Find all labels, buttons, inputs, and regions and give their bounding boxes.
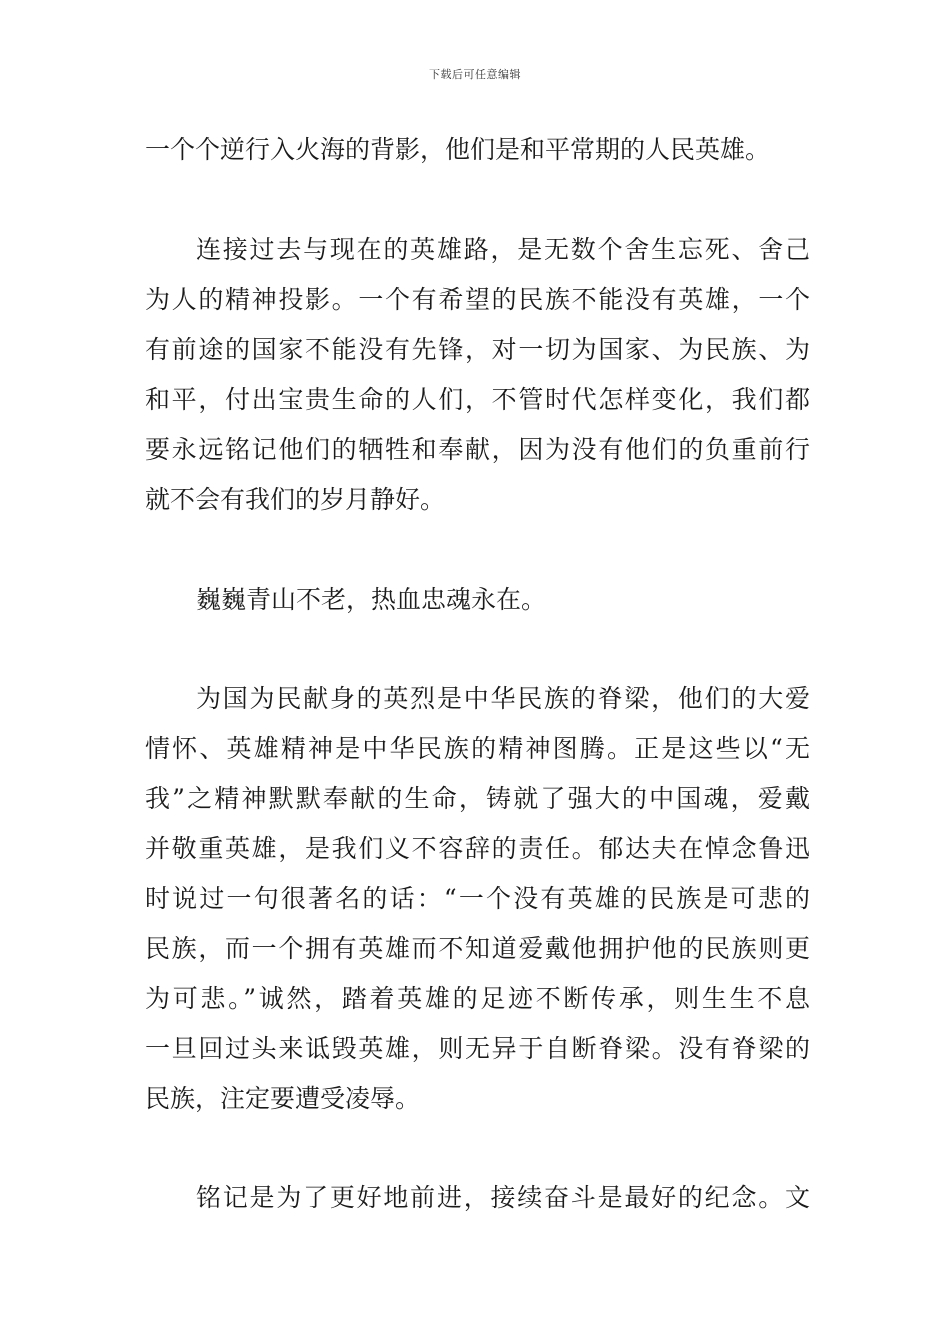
text-line: 为人的精神投影。一个有希望的民族不能没有英雄，一个: [145, 285, 810, 314]
paragraph-first-line: 为国为民献身的英烈是中华民族的脊梁，他们的大爱: [196, 684, 810, 713]
text-line: 要永远铭记他们的牺牲和奉献，因为没有他们的负重前行: [145, 435, 810, 464]
text-line: 情怀、英雄精神是中华民族的精神图腾。正是这些以“无: [145, 734, 810, 763]
text-line: 为可悲。”诚然，踏着英雄的足迹不断传承，则生生不息: [145, 984, 810, 1013]
text-line: 一旦回过头来诋毁英雄，则无异于自断脊梁。没有脊梁的: [145, 1034, 810, 1063]
paragraph-first-line: 巍巍青山不老，热血忠魂永在。: [196, 585, 547, 614]
text-line: 民族，而一个拥有英雄而不知道爱戴他拥护他的民族则更: [145, 934, 810, 963]
text-line: 并敬重英雄，是我们义不容辞的责任。郁达夫在悼念鲁迅: [145, 834, 810, 863]
paragraph-first-line: 连接过去与现在的英雄路，是无数个舍生忘死、舍己: [196, 235, 810, 264]
text-line: 我”之精神默默奉献的生命，铸就了强大的中国魂，爱戴: [145, 784, 810, 813]
text-line: 时说过一句很著名的话：“一个没有英雄的民族是可悲的: [145, 884, 810, 913]
text-line: 有前途的国家不能没有先锋，对一切为国家、为民族、为: [145, 335, 810, 364]
text-line: 一个个逆行入火海的背影，他们是和平常期的人民英雄。: [145, 135, 771, 164]
paragraph-first-line: 铭记是为了更好地前进，接续奋斗是最好的纪念。文: [196, 1183, 810, 1212]
text-line: 和平，付出宝贵生命的人们，不管时代怎样变化，我们都: [145, 385, 810, 414]
text-line: 就不会有我们的岁月静好。: [145, 485, 446, 514]
text-line: 民族，注定要遭受凌辱。: [145, 1084, 421, 1113]
page-header: 下载后可任意编辑: [429, 68, 521, 81]
